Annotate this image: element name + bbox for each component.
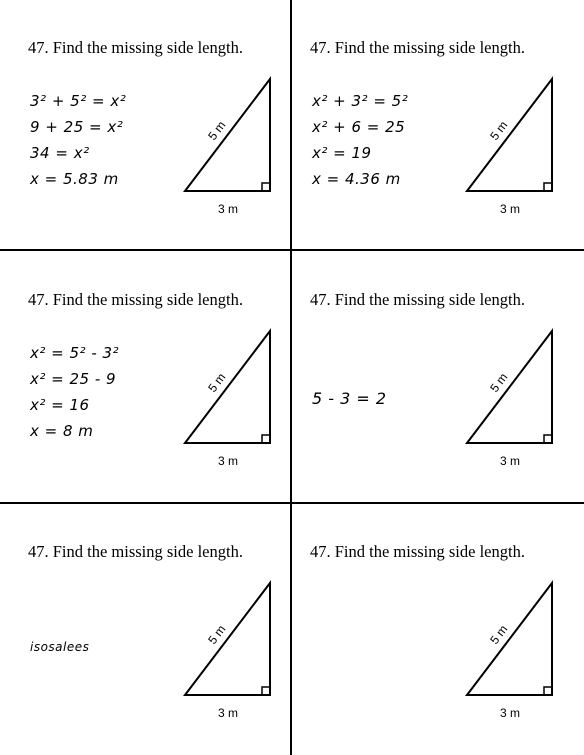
work-line: isosalees — [30, 640, 90, 654]
problem-title: 47. Find the missing side length. — [28, 38, 243, 57]
hypotenuse-label: 5 m — [205, 370, 229, 395]
right-triangle-diagram — [457, 575, 562, 725]
base-label: 3 m — [499, 454, 521, 468]
hypotenuse-label: 5 m — [487, 118, 511, 143]
work-line: 3² + 5² = x² — [30, 92, 127, 110]
right-triangle-diagram — [175, 575, 280, 725]
right-angle-marker — [262, 435, 270, 443]
right-triangle-diagram — [457, 323, 562, 473]
handwritten-work — [30, 634, 89, 660]
base-label: 3 m — [217, 454, 239, 468]
problem-card-3 — [0, 252, 290, 503]
problem-card-5 — [0, 504, 290, 755]
right-angle-marker — [544, 183, 552, 191]
work-line: x² = 5² - 3² — [30, 344, 120, 362]
work-line: 5 - 3 = 2 — [312, 389, 387, 408]
base-label: 3 m — [499, 202, 521, 216]
handwritten-work — [30, 88, 126, 192]
right-angle-marker — [544, 435, 552, 443]
triangle-shape — [185, 331, 270, 443]
problem-card-6 — [282, 504, 572, 755]
work-line: x = 5.83 m — [30, 170, 119, 188]
base-label: 3 m — [217, 706, 239, 720]
problem-title: 47. Find the missing side length. — [28, 290, 243, 309]
base-label: 3 m — [499, 706, 521, 720]
right-triangle-diagram — [175, 323, 280, 473]
hypotenuse-label: 5 m — [205, 622, 229, 647]
problem-title: 47. Find the missing side length. — [310, 290, 525, 309]
work-line: x = 8 m — [30, 422, 94, 440]
triangle-shape — [467, 331, 552, 443]
problem-title: 47. Find the missing side length. — [310, 38, 525, 57]
hypotenuse-label: 5 m — [487, 370, 511, 395]
problem-title: 47. Find the missing side length. — [310, 542, 525, 561]
problem-card-4 — [282, 252, 572, 503]
right-triangle-diagram — [457, 71, 562, 221]
work-line: x² + 6 = 25 — [312, 118, 406, 136]
triangle-shape — [467, 583, 552, 695]
handwritten-work — [312, 386, 387, 412]
right-angle-marker — [544, 687, 552, 695]
hypotenuse-label: 5 m — [487, 622, 511, 647]
right-angle-marker — [262, 687, 270, 695]
work-line: 34 = x² — [30, 144, 90, 162]
handwritten-work — [312, 88, 408, 192]
problem-title: 47. Find the missing side length. — [28, 542, 243, 561]
right-angle-marker — [262, 183, 270, 191]
work-line: 9 + 25 = x² — [30, 118, 124, 136]
triangle-shape — [467, 79, 552, 191]
right-triangle-diagram — [175, 71, 280, 221]
triangle-shape — [185, 583, 270, 695]
problem-card-2 — [282, 0, 572, 251]
work-line: x² + 3² = 5² — [312, 92, 409, 110]
work-line: x² = 19 — [312, 144, 372, 162]
triangle-shape — [185, 79, 270, 191]
work-line: x² = 16 — [30, 396, 90, 414]
work-line: x = 4.36 m — [312, 170, 401, 188]
problem-card-1 — [0, 0, 290, 251]
handwritten-work — [30, 340, 119, 444]
base-label: 3 m — [217, 202, 239, 216]
work-line: x² = 25 - 9 — [30, 370, 117, 388]
hypotenuse-label: 5 m — [205, 118, 229, 143]
